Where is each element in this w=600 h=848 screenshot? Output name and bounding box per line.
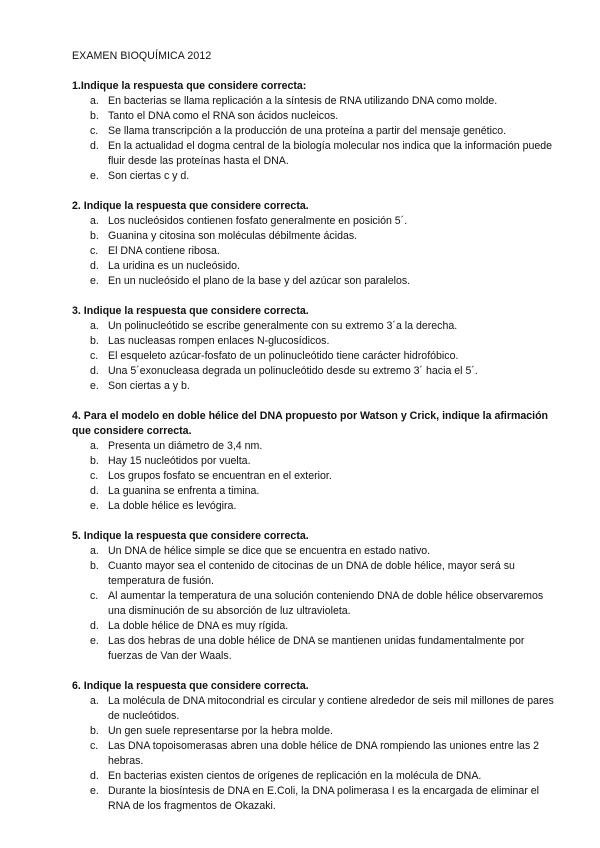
option-text: Un DNA de hélice simple se dice que se encuentra en estado nativo. bbox=[108, 545, 431, 557]
option-text: Los nucleósidos contienen fosfato generalmente en posición 5´. bbox=[108, 215, 408, 227]
option-letter: d. bbox=[90, 485, 99, 497]
option-letter: b. bbox=[90, 335, 99, 347]
option-text: Guanina y citosina son moléculas débilmente ácidas. bbox=[108, 230, 358, 242]
option-text: Son ciertas a y b. bbox=[108, 380, 190, 392]
option-text: La doble hélice de DNA es muy rígida. bbox=[108, 620, 289, 632]
question-heading: 3. Indique la respuesta que considere correcta. bbox=[72, 305, 309, 317]
option-letter: d. bbox=[90, 140, 99, 152]
option-text: Presenta un diámetro de 3,4 nm. bbox=[108, 440, 263, 452]
list-item bbox=[72, 169, 560, 184]
question-list bbox=[72, 79, 560, 814]
option-text: El esqueleto azúcar-fosfato de un polinucleótido tiene carácter hidrofóbico. bbox=[108, 350, 459, 362]
option-letter: a. bbox=[90, 95, 99, 107]
list-item bbox=[72, 94, 560, 109]
list-item bbox=[72, 139, 560, 169]
question-heading: 5. Indique la respuesta que considere correcta. bbox=[72, 530, 309, 542]
option-letter: e. bbox=[90, 170, 99, 182]
option-text: Se llama transcripción a la producción de una proteína a partir del mensaje genético. bbox=[108, 125, 507, 137]
list-item bbox=[72, 619, 560, 634]
option-letter: b. bbox=[90, 725, 99, 737]
option-letter: c. bbox=[90, 740, 99, 752]
list-item bbox=[72, 589, 560, 619]
list-item bbox=[72, 319, 560, 334]
option-text: Las DNA topoisomerasas abren una doble hélice de DNA rompiendo las uniones entre las 2 hebras. bbox=[108, 740, 540, 767]
document-title: EXAMEN BIOQUÍMICA 2012 bbox=[72, 50, 212, 62]
list-item bbox=[72, 724, 560, 739]
option-text: La uridina es un nucleósido. bbox=[108, 260, 240, 272]
question-heading: 1.Indique la respuesta que considere correcta: bbox=[72, 80, 307, 92]
list-item bbox=[72, 454, 560, 469]
option-letter: e. bbox=[90, 500, 99, 512]
option-letter: e. bbox=[90, 785, 99, 797]
list-item bbox=[72, 634, 560, 664]
option-text: Tanto el DNA como el RNA son ácidos nucleicos. bbox=[108, 110, 339, 122]
list-item bbox=[72, 769, 560, 784]
list-item bbox=[72, 124, 560, 139]
question-3 bbox=[72, 304, 560, 394]
list-item bbox=[72, 274, 560, 289]
option-letter: c. bbox=[90, 590, 99, 602]
option-text: Los grupos fosfato se encuentran en el exterior. bbox=[108, 470, 332, 482]
option-list bbox=[72, 439, 560, 514]
option-text: Una 5´exonucleasa degrada un polinucleótido desde su extremo 3´ hacia el 5´. bbox=[108, 365, 478, 377]
option-text: Hay 15 nucleótidos por vuelta. bbox=[108, 455, 251, 467]
option-letter: c. bbox=[90, 125, 99, 137]
option-text: Cuanto mayor sea el contenido de citocinas de un DNA de doble hélice, mayor será su temperatura de fusión. bbox=[108, 560, 515, 587]
option-letter: a. bbox=[90, 215, 99, 227]
list-item bbox=[72, 109, 560, 124]
option-text: En la actualidad el dogma central de la biología molecular nos indica que la información puede fluir desde las proteínas hasta el DNA. bbox=[108, 140, 553, 167]
list-item bbox=[72, 214, 560, 229]
question-6 bbox=[72, 679, 560, 814]
option-letter: e. bbox=[90, 380, 99, 392]
list-item bbox=[72, 244, 560, 259]
list-item bbox=[72, 259, 560, 274]
question-heading: 4. Para el modelo en doble hélice del DNA propuesto por Watson y Crick, indique la afirmación que considere correcta. bbox=[72, 410, 549, 437]
option-text: La molécula de DNA mitocondrial es circular y contiene alrededor de seis mil millones de pares de nucleótidos. bbox=[108, 695, 554, 722]
list-item bbox=[72, 469, 560, 484]
list-item bbox=[72, 379, 560, 394]
option-letter: a. bbox=[90, 695, 99, 707]
option-letter: a. bbox=[90, 545, 99, 557]
option-letter: d. bbox=[90, 365, 99, 377]
option-text: Las nucleasas rompen enlaces N-glucosídicos. bbox=[108, 335, 330, 347]
list-item bbox=[72, 439, 560, 454]
option-text: La doble hélice es levógira. bbox=[108, 500, 237, 512]
option-text: La guanina se enfrenta a timina. bbox=[108, 485, 260, 497]
option-list bbox=[72, 694, 560, 814]
option-list bbox=[72, 544, 560, 664]
question-heading: 6. Indique la respuesta que considere correcta. bbox=[72, 680, 309, 692]
option-letter: b. bbox=[90, 455, 99, 467]
option-text: Las dos hebras de una doble hélice de DNA se mantienen unidas fundamentalmente por fuerzas de Van der Waals. bbox=[108, 635, 525, 662]
option-letter: a. bbox=[90, 320, 99, 332]
list-item bbox=[72, 334, 560, 349]
option-text: Durante la biosíntesis de DNA en E.Coli, la DNA polimerasa I es la encargada de eliminar el RNA de los fragmentos de Okazaki. bbox=[108, 785, 540, 812]
list-item bbox=[72, 544, 560, 559]
option-text: En bacterias se llama replicación a la síntesis de RNA utilizando DNA como molde. bbox=[108, 95, 498, 107]
option-text: El DNA contiene ribosa. bbox=[108, 245, 220, 257]
list-item bbox=[72, 349, 560, 364]
list-item bbox=[72, 694, 560, 724]
option-text: Al aumentar la temperatura de una solución conteniendo DNA de doble hélice observaremos una disminución de su absorción de luz ultravioleta. bbox=[108, 590, 544, 617]
option-letter: c. bbox=[90, 470, 99, 482]
option-letter: b. bbox=[90, 560, 99, 572]
option-letter: d. bbox=[90, 620, 99, 632]
option-letter: b. bbox=[90, 110, 99, 122]
option-letter: d. bbox=[90, 770, 99, 782]
option-letter: e. bbox=[90, 275, 99, 287]
option-letter: c. bbox=[90, 350, 99, 362]
option-text: Son ciertas c y d. bbox=[108, 170, 190, 182]
option-letter: b. bbox=[90, 230, 99, 242]
option-list bbox=[72, 319, 560, 394]
option-text: Un polinucleótido se escribe generalmente con su extremo 3´a la derecha. bbox=[108, 320, 458, 332]
option-text: En bacterias existen cientos de orígenes de replicación en la molécula de DNA. bbox=[108, 770, 482, 782]
option-list bbox=[72, 94, 560, 184]
option-letter: d. bbox=[90, 260, 99, 272]
option-list bbox=[72, 214, 560, 289]
question-5 bbox=[72, 529, 560, 664]
list-item bbox=[72, 484, 560, 499]
list-item bbox=[72, 364, 560, 379]
option-letter: a. bbox=[90, 440, 99, 452]
option-text: Un gen suele representarse por la hebra molde. bbox=[108, 725, 333, 737]
list-item bbox=[72, 739, 560, 769]
question-2 bbox=[72, 199, 560, 289]
question-heading: 2. Indique la respuesta que considere correcta. bbox=[72, 200, 309, 212]
option-text: En un nucleósido el plano de la base y del azúcar son paralelos. bbox=[108, 275, 411, 287]
list-item bbox=[72, 784, 560, 814]
list-item bbox=[72, 559, 560, 589]
option-letter: e. bbox=[90, 635, 99, 647]
option-letter: c. bbox=[90, 245, 99, 257]
list-item bbox=[72, 229, 560, 244]
list-item bbox=[72, 499, 560, 514]
question-1 bbox=[72, 79, 560, 184]
question-4 bbox=[72, 409, 560, 514]
